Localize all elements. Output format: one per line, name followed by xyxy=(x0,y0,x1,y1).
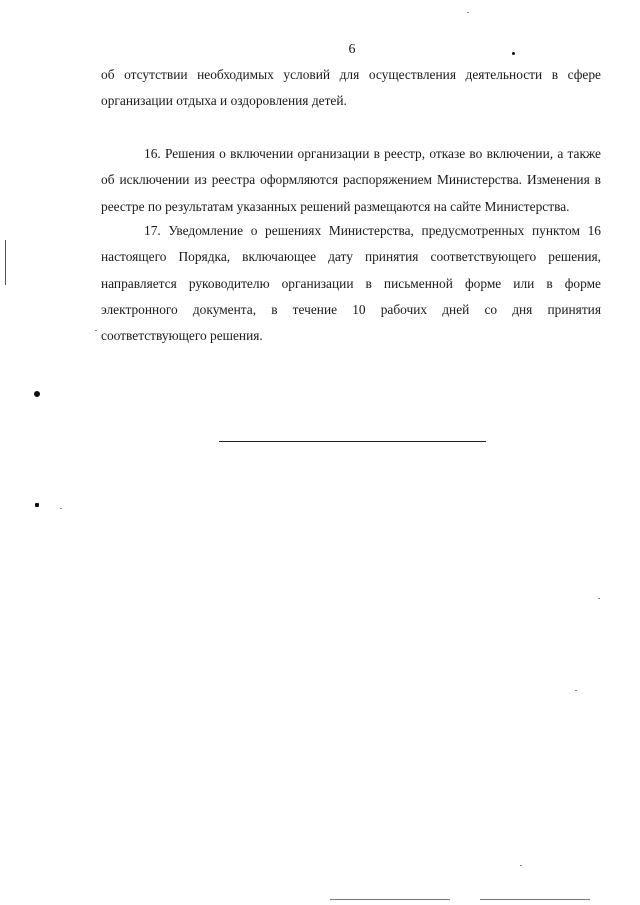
paragraph-17-text: 17. Уведомление о решениях Министерства, предусмотренных пунктом 16 настоящего Порядка, включающее дату принятия соответствующего решения, направляется руководителю организации в письменной форме или в форме электронного документа, в течение 10 рабочих дней со дня принятия соответствующего решения. xyxy=(101,223,601,344)
page-number: 6 xyxy=(348,42,356,57)
scan-blot xyxy=(34,391,40,397)
paragraph-16-text: 16. Решения о включении организации в реестр, отказе во включении, а также об исключении из реестра оформляются распоряжением Министерства. Изменения в реестре по результатам указанных решений размещаются на сайте Министерства. xyxy=(101,146,601,214)
scan-edge-line xyxy=(330,899,450,900)
end-of-document-rule xyxy=(219,441,486,442)
scan-speck xyxy=(95,330,97,331)
scan-dot xyxy=(512,52,515,55)
paragraph-17 xyxy=(101,218,601,349)
paragraph-16 xyxy=(101,141,601,220)
paragraph-continued xyxy=(101,62,601,115)
scan-edge-mark xyxy=(5,240,6,285)
scan-blot xyxy=(35,503,39,507)
paragraph-continued-text: об отсутствии необходимых условий для осуществления деятельности в сфере организации отдыха и оздоровления детей. xyxy=(101,67,601,109)
scan-speck xyxy=(520,865,522,866)
scan-speck xyxy=(467,12,469,13)
scan-edge-line xyxy=(480,899,590,900)
scan-speck xyxy=(598,598,600,599)
scan-speck xyxy=(575,690,577,691)
scan-speck xyxy=(60,508,62,509)
